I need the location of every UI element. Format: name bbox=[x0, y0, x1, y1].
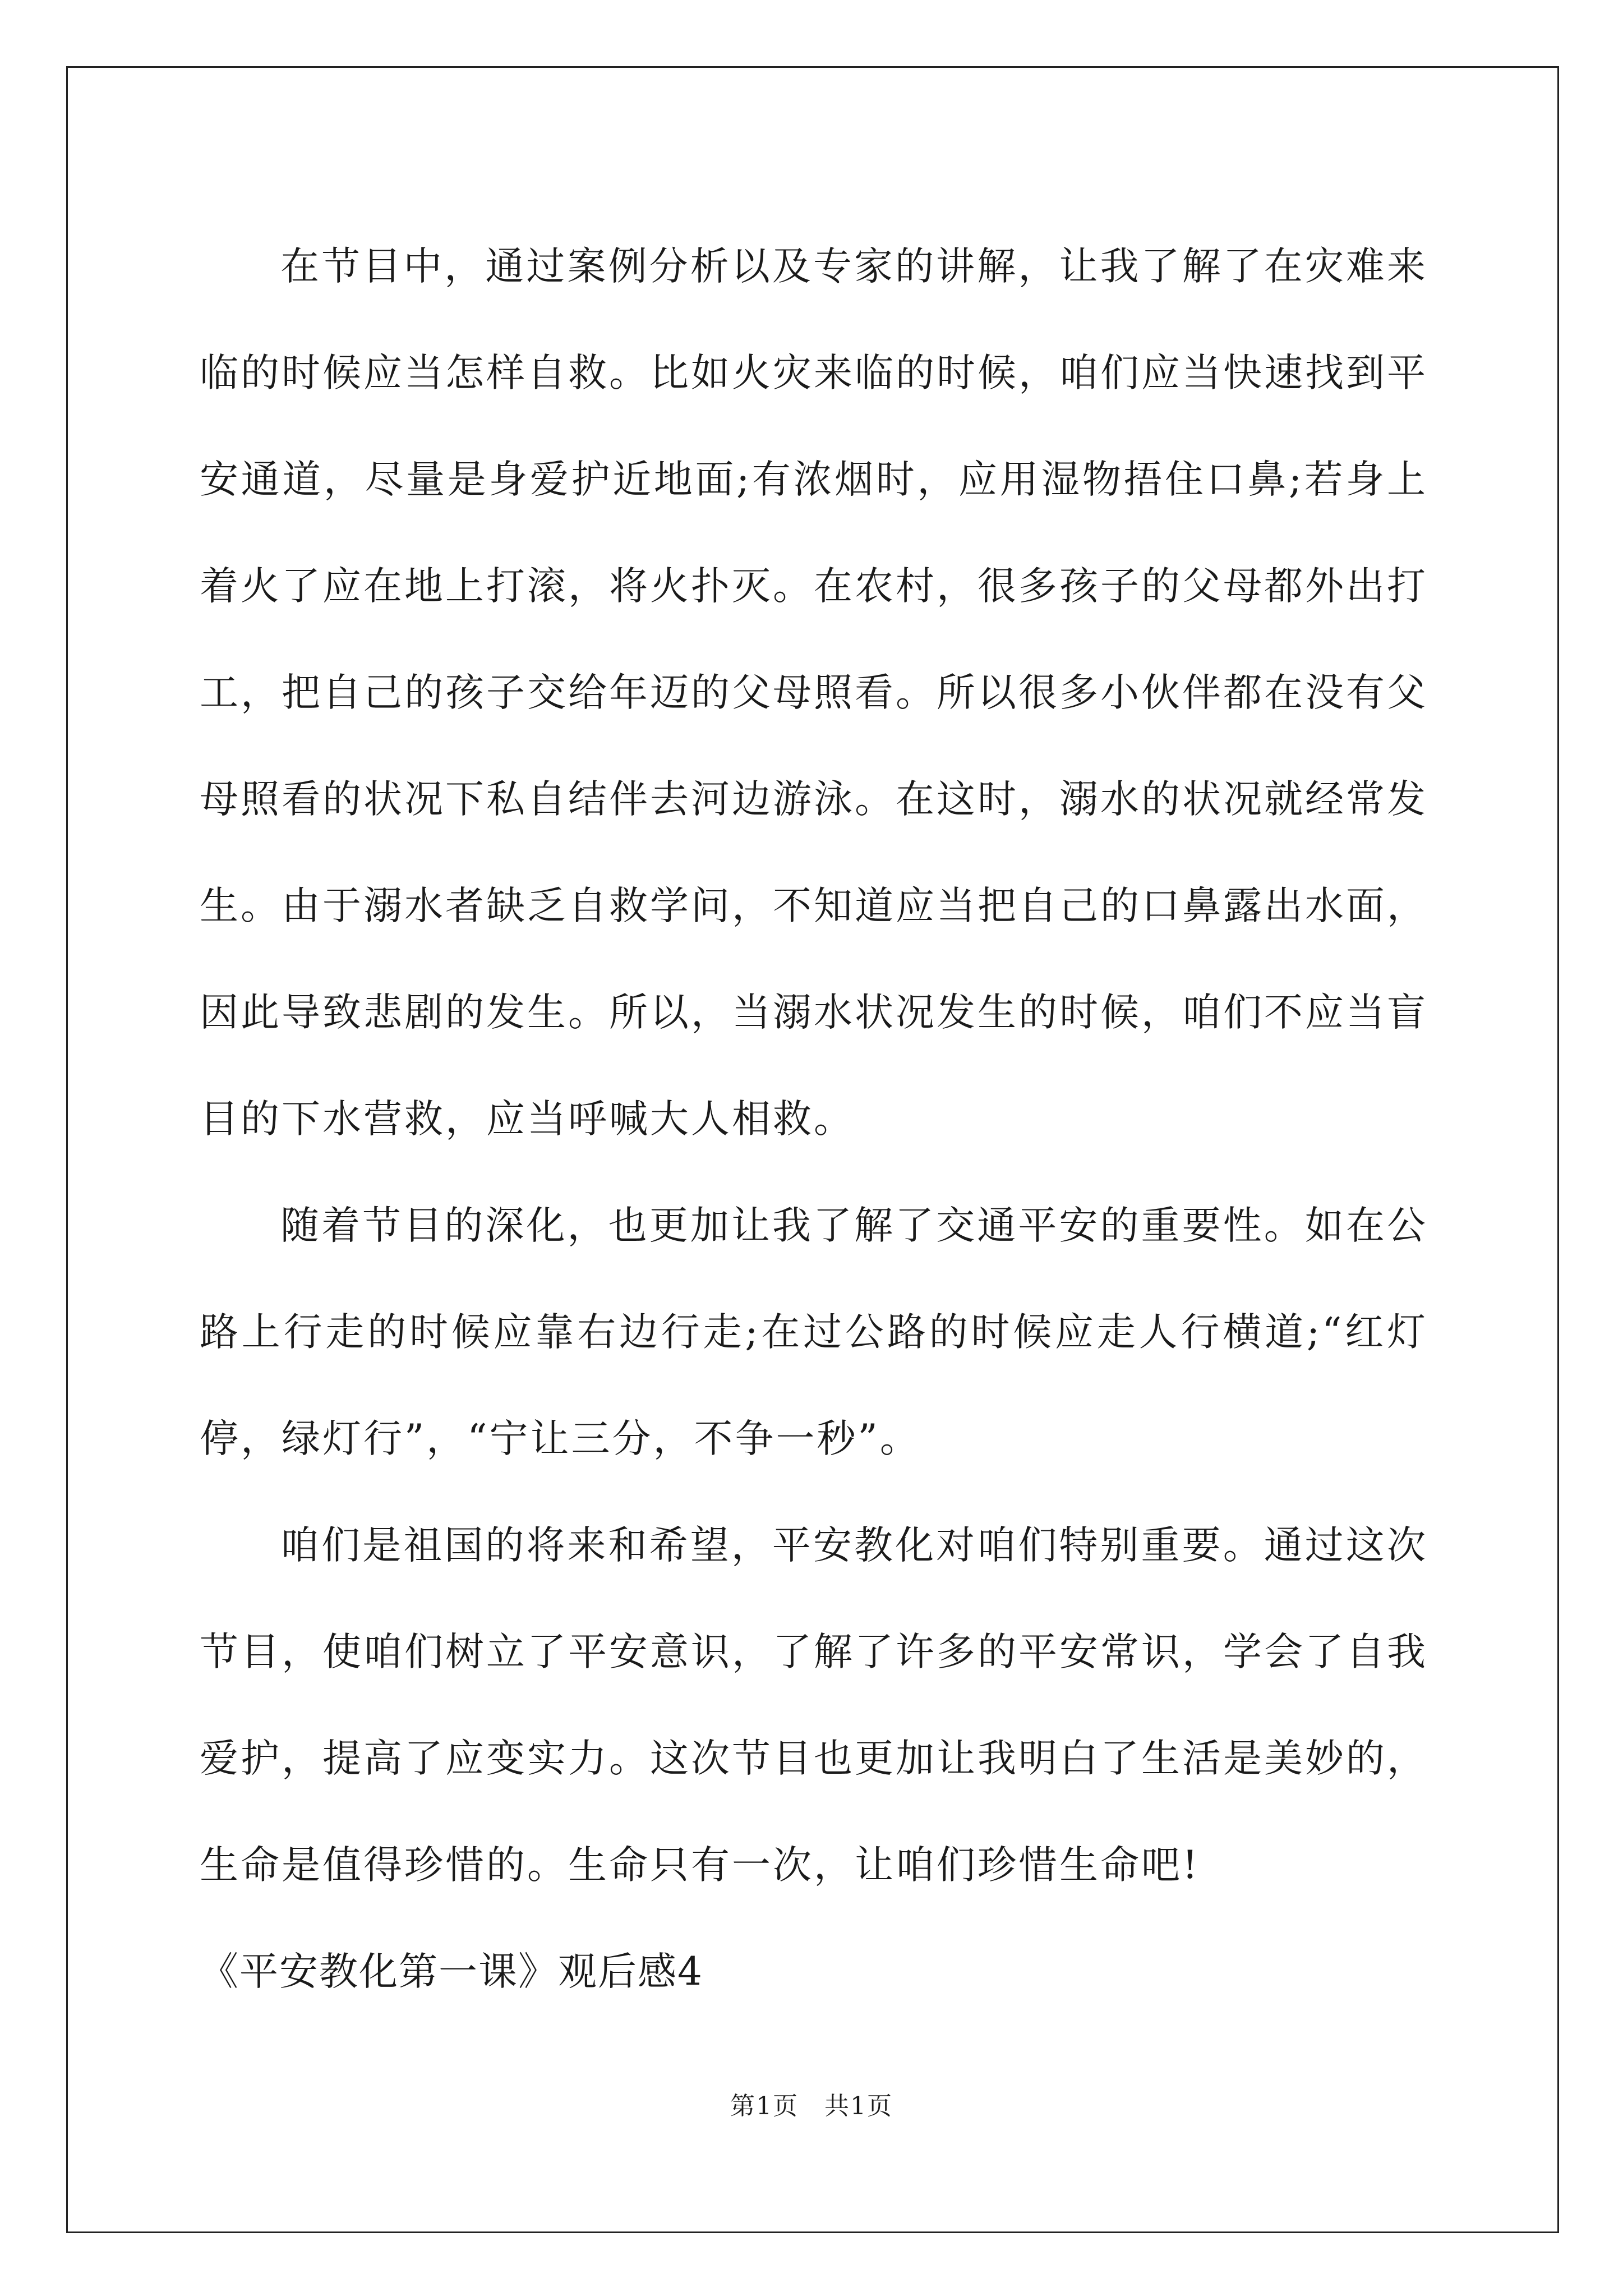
section-heading: 《平安教化第一课》观后感4 bbox=[200, 1949, 703, 1994]
paragraph-3: 咱们是祖国的将来和希望，平安教化对咱们特别重要。通过这次节目，使咱们树立了平安意识，了解了许多的平安常识，学会了自我爱护，提高了应变实力。这次节目也更加让我明白了生活是美妙的，生命是值得珍惜的。生命只有一次，让咱们珍惜生命吧! bbox=[200, 1523, 1428, 1888]
paragraph-2: 随着节目的深化，也更加让我了解了交通平安的重要性。如在公路上行走的时候应靠右边行走;在过公路的时候应走人行横道;“红灯停，绿灯行”，“宁让三分，不争一秒”。 bbox=[200, 1203, 1428, 1461]
document-body bbox=[200, 213, 1428, 2025]
paragraph-1: 在节目中，通过案例分析以及专家的讲解，让我了解了在灾难来临的时候应当怎样自救。比如火灾来临的时候，咱们应当快速找到平安通道，尽量是身爱护近地面;有浓烟时，应用湿物捂住口鼻;若身上着火了应在地上打滚，将火扑灭。在农村，很多孩子的父母都外出打工，把自己的孩子交给年迈的父母照看。所以很多小伙伴都在没有父母照看的状况下私自结伴去河边游泳。在这时，溺水的状况就经常发生。由于溺水者缺乏自救学问，不知道应当把自己的口鼻露出水面，因此导致悲剧的发生。所以，当溺水状况发生的时候，咱们不应当盲目的下水营救，应当呼喊大人相救。 bbox=[200, 244, 1428, 1142]
page-footer: 第1页 共1页 bbox=[730, 2092, 893, 2120]
